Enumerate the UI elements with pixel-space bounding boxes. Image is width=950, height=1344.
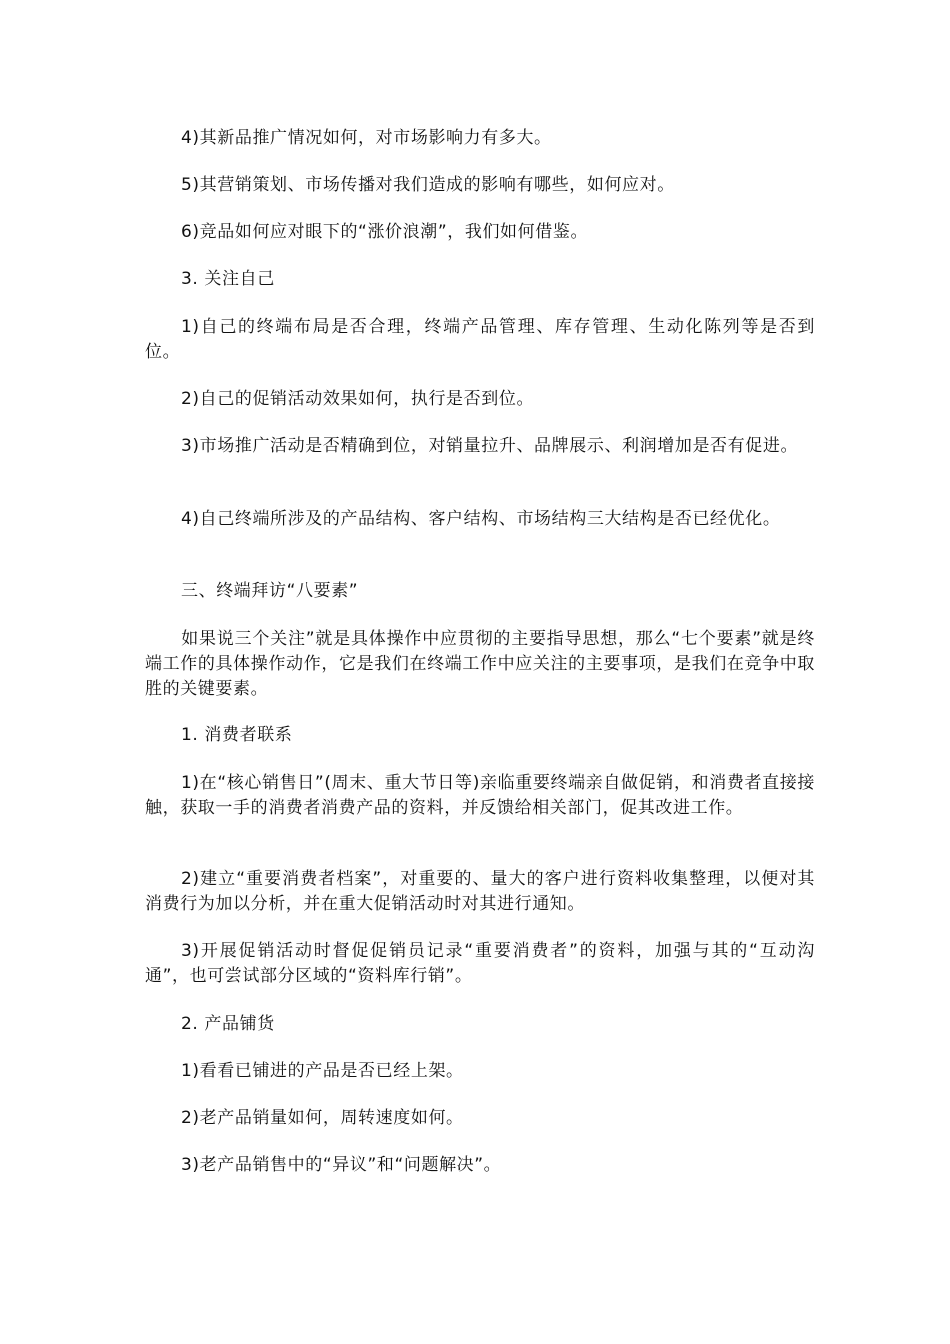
- paragraph-shelved-check: 1)看看已铺进的产品是否已经上架。: [181, 1061, 464, 1081]
- heading-consumer-contact: 1. 消费者联系: [181, 725, 293, 745]
- paragraph-market-promotion: 3)市场推广活动是否精确到位，对销量拉升、品牌展示、利润增加是否有促进。: [181, 436, 799, 456]
- paragraph-competitor-new-product: 4)其新品推广情况如何，对市场影响力有多大。: [181, 128, 552, 148]
- paragraph-promoter-records: 3)开展促销活动时督促促销员记录“重要消费者”的资料，加强与其的“互动沟通”，也可尝试部分区域的“资料库行销”。: [145, 941, 815, 986]
- paragraph-consumer-archive: 2)建立“重要消费者档案”，对重要的、量大的客户进行资料收集整理，以便对其消费行为加以分析，并在重大促销活动时对其进行通知。: [145, 869, 815, 914]
- paragraph-core-sales-day: 1)在“核心销售日”(周末、重大节日等)亲临重要终端亲自做促销，和消费者直接接触，获取一手的消费者消费产品的资料，并反馈给相关部门，促其改进工作。: [145, 773, 815, 818]
- paragraph-old-product-sales: 2)老产品销量如何，周转速度如何。: [181, 1108, 464, 1128]
- paragraph-competitor-marketing: 5)其营销策划、市场传播对我们造成的影响有哪些，如何应对。: [181, 175, 675, 195]
- paragraph-objection-resolution: 3)老产品销售中的“异议”和“问题解决”。: [181, 1155, 502, 1175]
- paragraph-terminal-layout: 1)自己的终端布局是否合理，终端产品管理、库存管理、生动化陈列等是否到位。: [145, 317, 815, 362]
- heading-focus-self: 3. 关注自己: [181, 269, 275, 289]
- heading-product-distribution: 2. 产品铺货: [181, 1014, 275, 1034]
- paragraph-seven-elements-intro: 如果说三个关注”就是具体操作中应贯彻的主要指导思想，那么“七个要素”就是终端工作的具体操作动作，它是我们在终端工作中应关注的主要事项，是我们在竞争中取胜的关键要素。: [145, 629, 815, 699]
- paragraph-promotion-effect: 2)自己的促销活动效果如何，执行是否到位。: [181, 389, 535, 409]
- heading-eight-elements: 三、终端拜访“八要素”: [181, 581, 359, 601]
- paragraph-structure-optimization: 4)自己终端所涉及的产品结构、客户结构、市场结构三大结构是否已经优化。: [181, 509, 781, 529]
- paragraph-competitor-price-wave: 6)竞品如何应对眼下的“涨价浪潮”，我们如何借鉴。: [181, 222, 589, 242]
